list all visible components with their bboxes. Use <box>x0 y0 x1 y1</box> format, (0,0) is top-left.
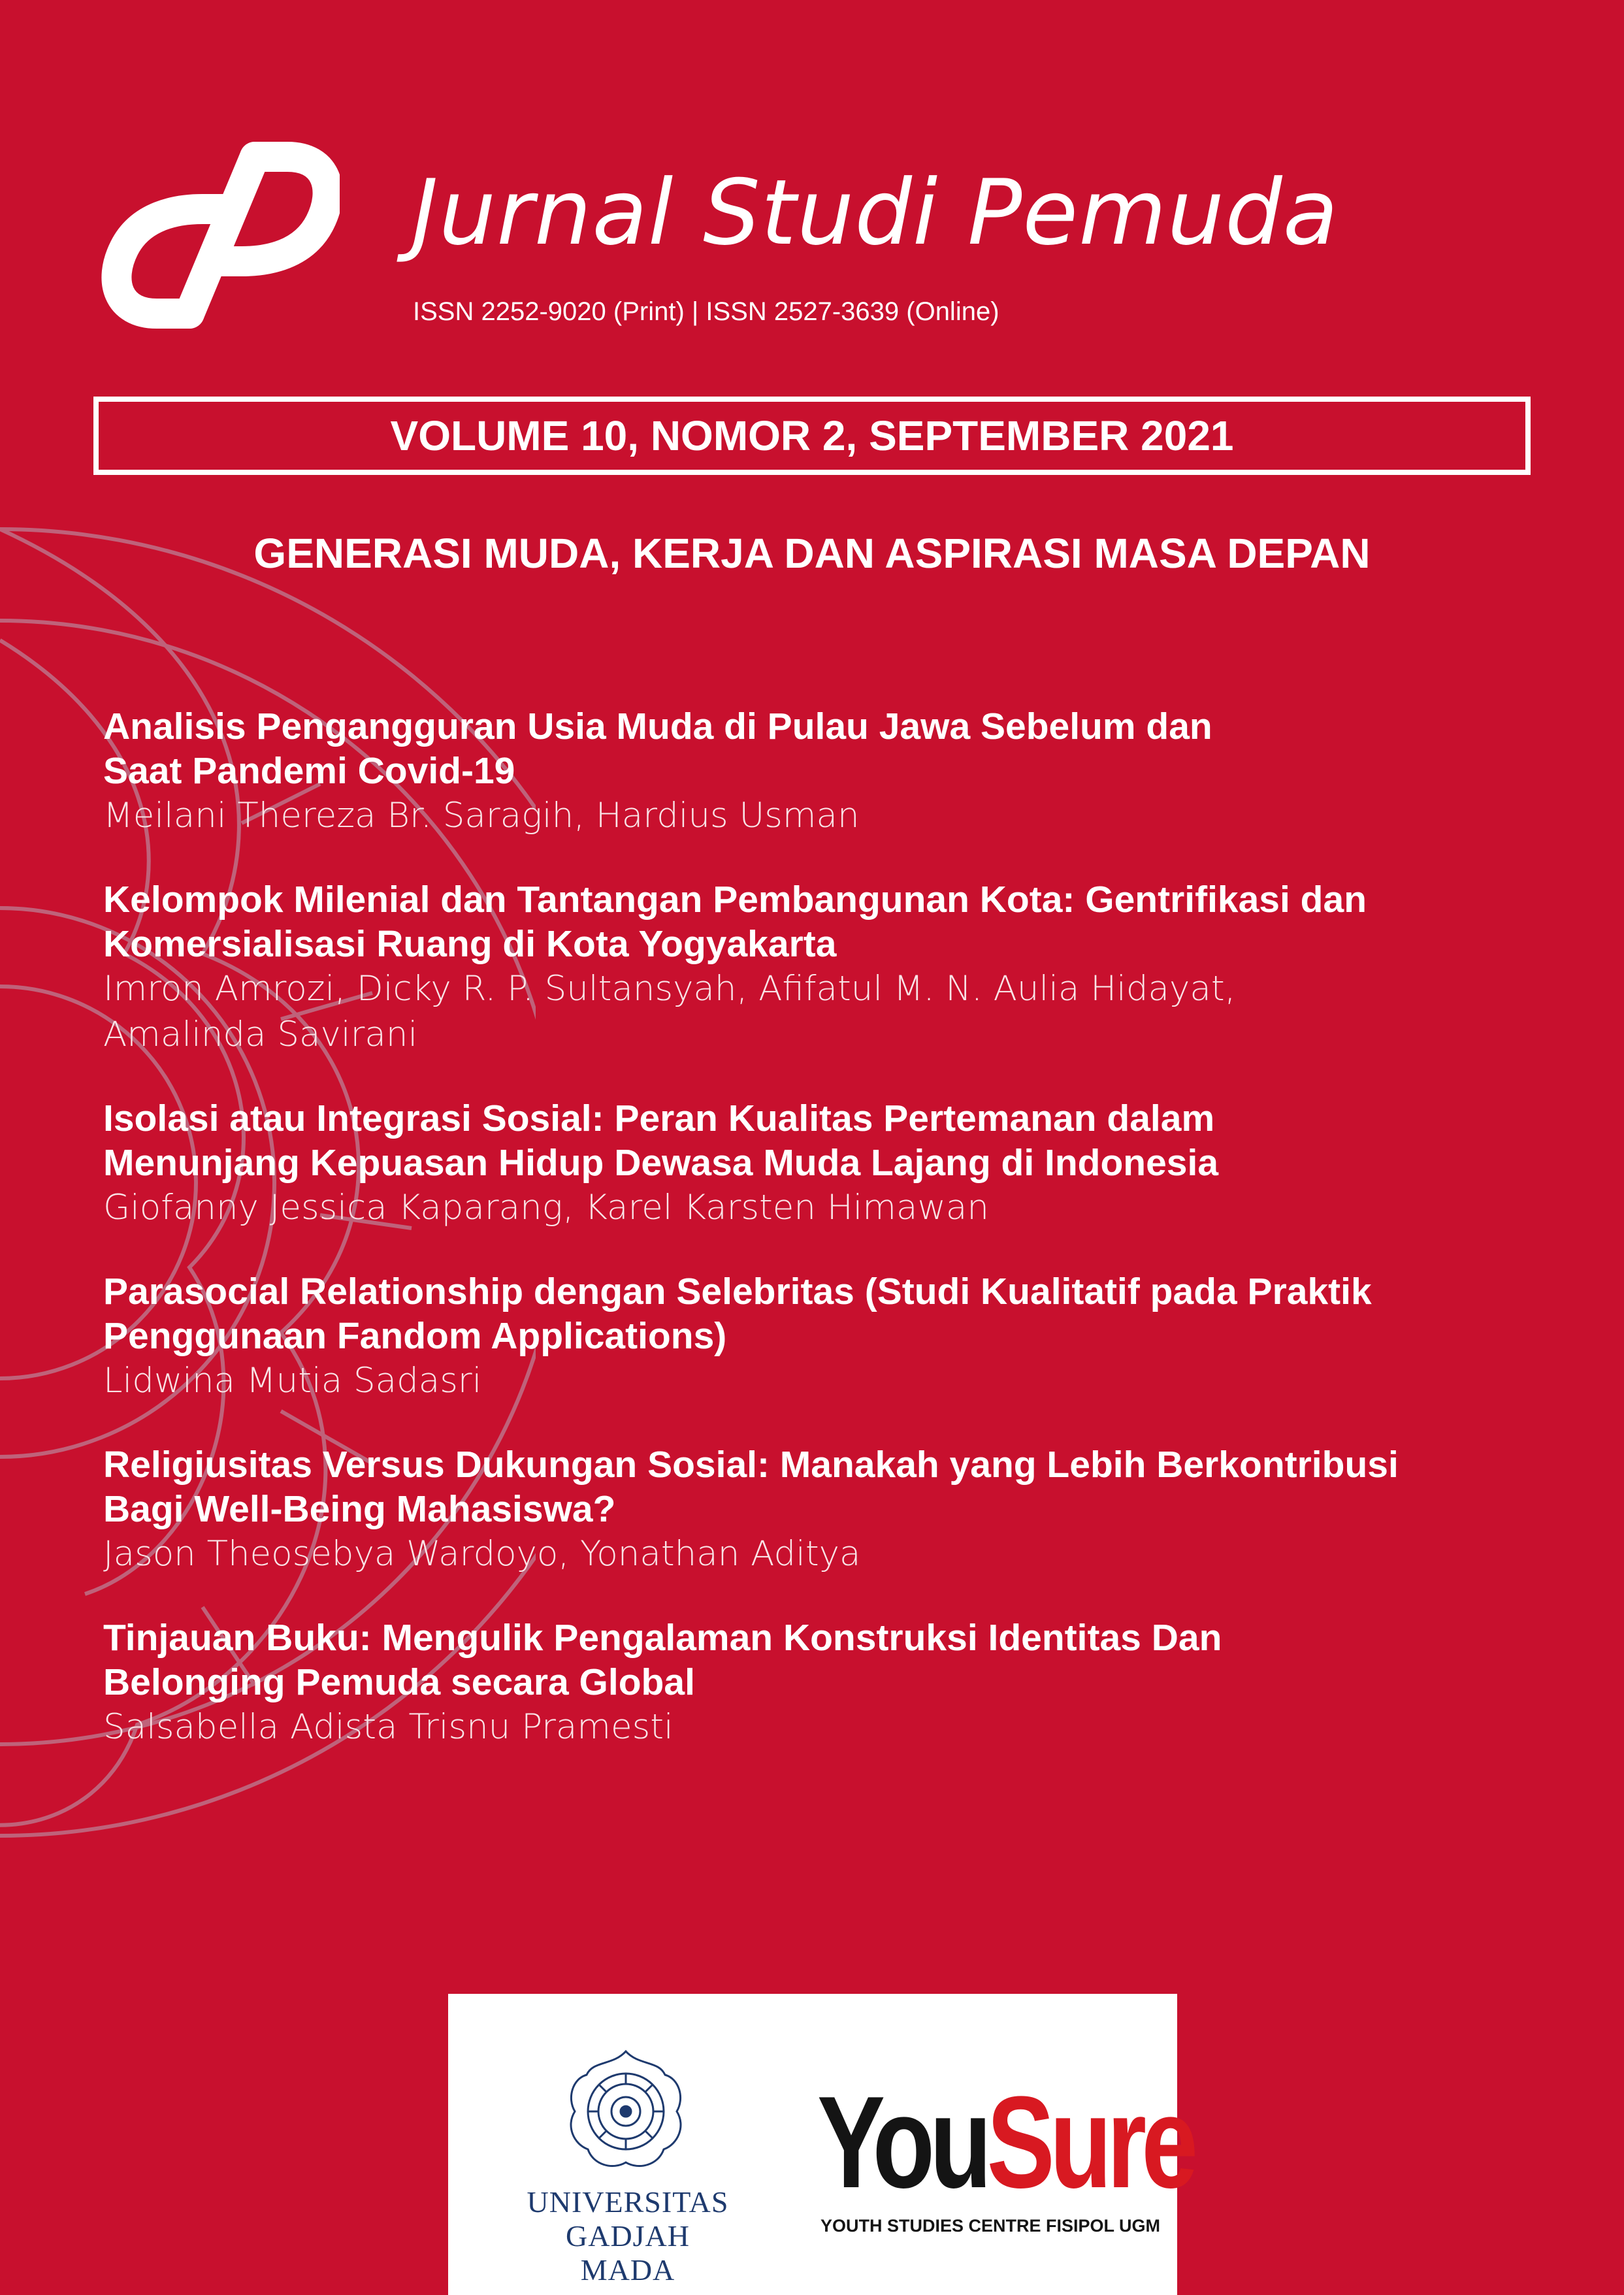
article-authors: Jason Theosebya Wardoyo, Yonathan Aditya <box>103 1534 861 1574</box>
issn-line: ISSN 2252-9020 (Print) | ISSN 2527-3639 (Online) <box>413 297 999 326</box>
article-item <box>103 877 1567 1058</box>
article-item <box>103 1442 1567 1577</box>
partner-logo-panel <box>448 1994 1194 2295</box>
article-item <box>103 1269 1567 1404</box>
article-authors: Giofanny Jessica Kaparang, Karel Karsten Himawan <box>103 1188 989 1228</box>
journal-logo-icon <box>91 131 340 346</box>
ugm-emblem-icon <box>560 2046 691 2177</box>
yousure-tagline: YOUTH STUDIES CENTRE FISIPOL UGM <box>820 2216 1161 2236</box>
article-item <box>103 1616 1567 1750</box>
article-list <box>103 704 1567 1789</box>
article-authors: Lidwina Mutia Sadasri <box>103 1361 482 1401</box>
article-authors: Imron Amrozi, Dicky R. P. Sultansyah, Afifatul M. N. Aulia Hidayat, Amalinda Savirani <box>103 969 1236 1054</box>
article-item <box>103 1096 1567 1231</box>
article-title: Religiusitas Versus Dukungan Sosial: Manakah yang Lebih Berkontribusi Bagi Well-Being Mahasiswa? <box>103 1444 1399 1530</box>
article-title: Parasocial Relationship dengan Selebritas (Studi Kualitatif pada Praktik Penggunaan Fandom Applications) <box>103 1271 1372 1357</box>
article-authors: Salsabella Adista Trisnu Pramesti <box>103 1707 674 1747</box>
issue-theme: GENERASI MUDA, KERJA DAN ASPIRASI MASA DEPAN <box>253 530 1371 577</box>
article-item <box>103 704 1567 839</box>
article-title: Kelompok Milenial dan Tantangan Pembangunan Kota: Gentrifikasi dan Komersialisasi Ruang di Kota Yogyakarta <box>103 879 1367 965</box>
journal-title: Jurnal Studi Pemuda <box>412 160 1339 265</box>
yousure-you: You <box>817 2070 987 2215</box>
yousure-logo <box>817 2070 1194 2215</box>
yousure-sure: Sure <box>986 2070 1194 2215</box>
article-title: Analisis Pengangguran Usia Muda di Pulau Jawa Sebelum dan Saat Pandemi Covid-19 <box>103 706 1212 792</box>
article-title: Isolasi atau Integrasi Sosial: Peran Kualitas Pertemanan dalam Menunjang Kepuasan Hidup Dewasa Muda Lajang di Indonesia <box>103 1098 1219 1184</box>
ugm-name: UNIVERSITAS GADJAH MADA <box>527 2185 729 2287</box>
volume-banner <box>93 397 1531 475</box>
article-authors: Meilani Thereza Br. Saragih, Hardius Usman <box>103 796 860 836</box>
article-title: Tinjauan Buku: Mengulik Pengalaman Konstruksi Identitas Dan Belonging Pemuda secara Global <box>103 1617 1222 1703</box>
volume-text: VOLUME 10, NOMOR 2, SEPTEMBER 2021 <box>390 412 1234 459</box>
